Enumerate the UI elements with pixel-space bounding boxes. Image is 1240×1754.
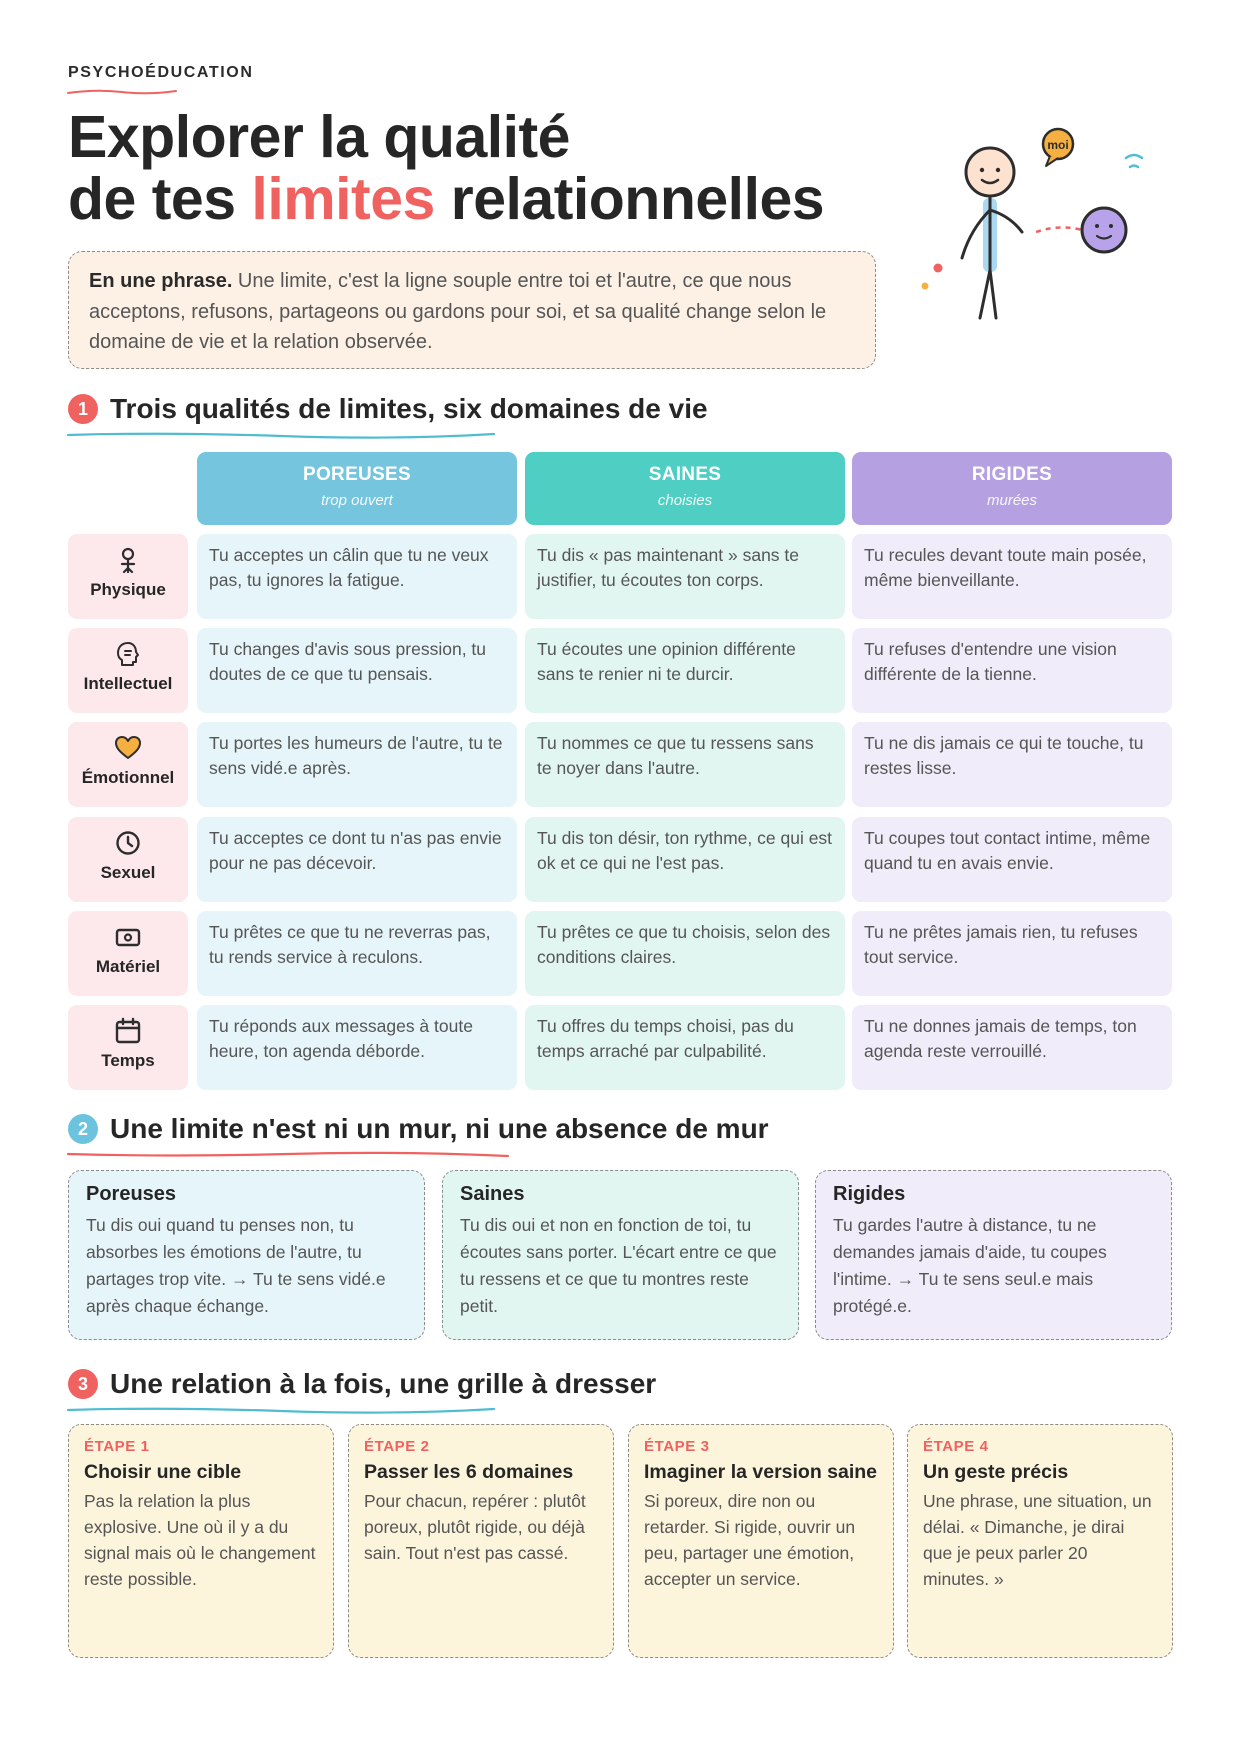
cell-emotionnel-poreuses: Tu portes les humeurs de l'autre, tu te sens vidé.e après. [197, 722, 517, 807]
step-title: Passer les 6 domaines [364, 1461, 574, 1483]
cell-emotionnel-rigides: Tu ne dis jamais ce qui te touche, tu restes lisse. [852, 722, 1172, 807]
box-text: Tu dis oui et non en fonction de toi, tu écoutes sans porter. L'écart entre ce que tu ressens et ce que tu montres reste petit. [460, 1215, 777, 1316]
step-text: Une phrase, une situation, un délai. « Dimanche, je dirai que je peux parler 20 minutes. » [923, 1491, 1152, 1589]
cell-materiel-saines: Tu prêtes ce que tu choisis, selon des conditions claires. [525, 911, 845, 996]
title-line-2-end: relationnelles [434, 166, 825, 232]
row-label-materiel [68, 911, 188, 996]
row-label-physique [68, 534, 188, 619]
section-3-number: 3 [68, 1369, 98, 1399]
heart-icon [114, 734, 142, 762]
section-2-underline [66, 1151, 510, 1159]
section-1-number: 1 [68, 394, 98, 424]
column-title: POREUSES [303, 464, 411, 485]
column-title: SAINES [648, 464, 722, 485]
cell-physique-rigides: Tu recules devant toute main posée, même bienveillante. [852, 534, 1172, 619]
row-label-emotionnel [68, 722, 188, 807]
cell-temps-rigides: Tu ne donnes jamais de temps, ton agenda reste verrouillé. [852, 1005, 1172, 1090]
column-subtitle: trop ouvert [321, 492, 393, 509]
eyebrow-underline [66, 88, 178, 96]
cell-emotionnel-saines: Tu nommes ce que tu ressens sans te noyer dans l'autre. [525, 722, 845, 807]
cell-temps-poreuses: Tu réponds aux messages à toute heure, ton agenda déborde. [197, 1005, 517, 1090]
stick-figure [962, 148, 1022, 318]
cell-sexuel-saines: Tu dis ton désir, ton rythme, ce qui est ok et ce qui ne l'est pas. [525, 817, 845, 902]
section-2-number: 2 [68, 1114, 98, 1144]
section-1-title: Trois qualités de limites, six domaines de vie [110, 393, 708, 424]
row-label-temps [68, 1005, 188, 1090]
step-text: Si poreux, dire non ou retarder. Si rigide, ouvrir un peu, partager une émotion, accepter un service. [644, 1491, 856, 1589]
step-label: ÉTAPE 2 [364, 1438, 430, 1455]
speech-bubble-text: moi [1047, 138, 1069, 152]
box-title: Rigides [833, 1183, 906, 1205]
summary-box [68, 251, 876, 369]
step-label: ÉTAPE 1 [84, 1438, 150, 1455]
wave-mark [1126, 155, 1142, 158]
column-header-saines [525, 452, 845, 525]
confetti-dot-small [922, 283, 929, 290]
box-title: Saines [460, 1183, 525, 1205]
title-line-2-start: de tes [68, 166, 252, 232]
step-text: Pour chacun, repérer : plutôt poreux, plutôt rigide, ou déjà sain. Tout n'est pas cassé. [364, 1491, 586, 1563]
clock-icon [114, 829, 142, 857]
dashed-link [1036, 227, 1082, 232]
cell-physique-poreuses: Tu acceptes un câlin que tu ne veux pas, tu ignores la fatigue. [197, 534, 517, 619]
column-header-poreuses [197, 452, 517, 525]
row-label-text: Temps [101, 1051, 155, 1070]
calendar-icon [114, 1017, 142, 1045]
column-subtitle: choisies [657, 492, 713, 509]
column-header-rigides [852, 452, 1172, 525]
step-4-card [907, 1424, 1173, 1658]
row-label-text: Physique [90, 580, 166, 599]
box-text: Tu gardes l'autre à distance, tu ne demandes jamais d'aide, tu coupes l'intime. → Tu te sens seul.e mais protégé.e. [833, 1215, 1107, 1316]
section-3-title: Une relation à la fois, une grille à dresser [110, 1368, 657, 1399]
box-poreuses [68, 1170, 425, 1340]
section-1-underline [66, 431, 496, 439]
column-subtitle: murées [986, 492, 1038, 509]
step-title: Choisir une cible [84, 1461, 242, 1483]
cell-materiel-poreuses: Tu prêtes ce que tu ne reverras pas, tu rends service à reculons. [197, 911, 517, 996]
step-text: Pas la relation la plus explosive. Une où il y a du signal mais où le changement reste possible. [84, 1491, 316, 1589]
money-icon [114, 923, 142, 951]
section-3-header [68, 1368, 656, 1400]
eyebrow: PSYCHOÉDUCATION [68, 64, 254, 81]
section-2-header [68, 1113, 769, 1145]
section-3-underline [66, 1406, 496, 1414]
body-icon [114, 546, 142, 574]
step-title: Imaginer la version saine [644, 1461, 878, 1483]
box-saines [442, 1170, 799, 1340]
wave-mark-small [1130, 166, 1138, 168]
summary-text: Une limite, c'est la ligne souple entre toi et l'autre, ce que nous acceptons, refusons, partageons ou gardons pour soi, et sa qualité change selon le domaine de vie et la relation observée. [89, 270, 827, 353]
speech-bubble-icon [1043, 129, 1073, 166]
cell-intellectuel-saines: Tu écoutes une opinion différente sans te renier ni te durcir. [525, 628, 845, 713]
column-title: RIGIDES [971, 464, 1053, 485]
smiley-icon [1082, 208, 1126, 252]
step-2-card [348, 1424, 614, 1658]
row-label-sexuel [68, 817, 188, 902]
cell-physique-saines: Tu dis « pas maintenant » sans te justifier, tu écoutes ton corps. [525, 534, 845, 619]
cell-sexuel-rigides: Tu coupes tout contact intime, même quand tu en avais envie. [852, 817, 1172, 902]
summary-lead: En une phrase. [89, 270, 233, 292]
confetti-dot [934, 264, 943, 273]
step-title: Un geste précis [923, 1461, 1069, 1483]
section-2-title: Une limite n'est ni un mur, ni une absence de mur [110, 1113, 769, 1144]
cell-materiel-rigides: Tu ne prêtes jamais rien, tu refuses tout service. [852, 911, 1172, 996]
row-label-text: Intellectuel [83, 674, 173, 693]
row-label-text: Matériel [95, 957, 161, 976]
page-title [68, 106, 824, 230]
row-label-text: Sexuel [100, 863, 156, 882]
cell-temps-saines: Tu offres du temps choisi, pas du temps arraché par culpabilité. [525, 1005, 845, 1090]
step-label: ÉTAPE 3 [644, 1438, 710, 1455]
step-3-card [628, 1424, 894, 1658]
title-line-1: Explorer la qualité [68, 104, 570, 170]
step-1-card [68, 1424, 334, 1658]
box-title: Poreuses [86, 1183, 177, 1205]
cell-sexuel-poreuses: Tu acceptes ce dont tu n'as pas envie pour ne pas décevoir. [197, 817, 517, 902]
cell-intellectuel-rigides: Tu refuses d'entendre une vision différente de la tienne. [852, 628, 1172, 713]
box-text: Tu dis oui quand tu penses non, tu absorbes les émotions de l'autre, tu partages trop vite. → Tu te sens vidé.e après chaque échange. [86, 1215, 386, 1316]
row-label-intellectuel [68, 628, 188, 713]
step-label: ÉTAPE 4 [923, 1438, 989, 1455]
title-accent-word: limites [251, 166, 435, 232]
box-rigides [815, 1170, 1172, 1340]
row-label-text: Émotionnel [81, 768, 175, 787]
section-1-header [68, 393, 708, 425]
head-icon [114, 640, 142, 668]
cell-intellectuel-poreuses: Tu changes d'avis sous pression, tu doutes de ce que tu pensais. [197, 628, 517, 713]
stick-figure-illustration [900, 120, 1160, 340]
